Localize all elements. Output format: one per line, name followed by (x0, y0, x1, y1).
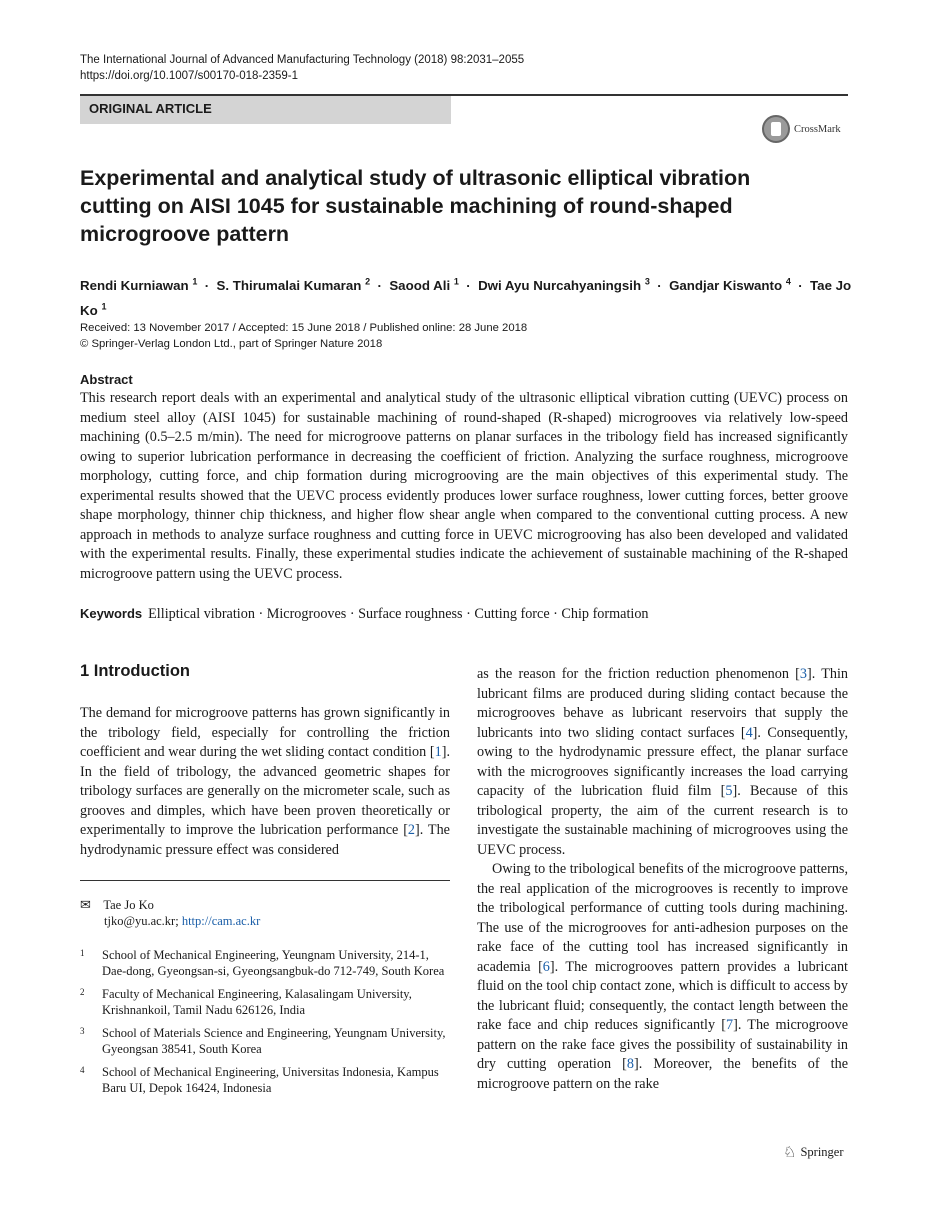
publisher-name: Springer (800, 1145, 844, 1159)
citation-link[interactable]: 1 (434, 744, 442, 760)
body-column-right (477, 665, 848, 1094)
corresponding-author: ✉ Tae Jo Ko tjko@yu.ac.kr; http://cam.ac.kr (80, 897, 261, 928)
author[interactable]: Saood Ali $^1$ (389, 277, 459, 294)
email-link[interactable]: tjko@yu.ac.kr (104, 914, 176, 928)
affiliation: 2 Faculty of Mechanical Engineering, Kalasalingam University, Krishnankoil, Tamil Nadu 626126, India (80, 987, 412, 1017)
affiliation: 3 School of Materials Science and Engineering, Yeungnam University, Gyeongsan 38541, South Korea (80, 1026, 446, 1056)
affiliation: 4 School of Mechanical Engineering, Universitas Indonesia, Kampus Baru UI, Depok 16424, Indonesia (80, 1065, 439, 1095)
author-list: Rendi Kurniawan $^1$ · S. Thirumalai Kumaran $^2$ · Saood Ali $^1$ · Dwi Ayu Nurcahyaningsih $^3$ · Gandjar Kiswanto $^4$ · Tae Jo Ko $^1$ (80, 277, 852, 318)
citation-link[interactable]: 8 (626, 1056, 634, 1072)
publisher-logo (783, 1143, 844, 1162)
paragraph: Owing to the tribological benefits of the microgroove patterns, the real application of the microgrooves is recently to improve the tribological performance of cutting tools during machining. The use of the microgrooves for anti-adhesion purposes on the rake face of the cutting tool has increased significantly in academia [6]. The microgrooves pattern provides a lubricant fluid on the tool chip contact zone, which is difficult to access by the lubricant fluid; consequently, the contact length between the rake face and chip reduces significantly [7]. The microgroove pattern on the rake face gives the possibility of sustainability in dry cutting operation [8]. Moreover, the benefits of the microgroove pattern on the rake (477, 861, 849, 1092)
citation-link[interactable]: 4 (745, 724, 753, 741)
article-type-badge: ORIGINAL ARTICLE (80, 96, 451, 124)
citation-link[interactable]: 7 (725, 1017, 734, 1033)
springer-horse-icon: ♘ (783, 1145, 797, 1161)
citation-link[interactable]: 2 (407, 822, 416, 838)
author[interactable]: Gandjar Kiswanto $^4$ (669, 277, 791, 294)
crossmark-icon (762, 115, 790, 143)
footnote-rule (80, 880, 450, 881)
section-heading-introduction: 1 Introduction (80, 662, 190, 680)
doi-link[interactable]: https://doi.org/10.1007/s00170-018-2359-1 (80, 70, 299, 82)
crossmark-label: CrossMark (794, 123, 841, 135)
paragraph: as the reason for the friction reduction phenomenon [3]. Thin lubricant films are produced during sliding contact because the microgrooves behave as lubricant reservoirs that supply the lubricants into two sliding contact surfaces [4]. Consequently, owing to the hydrodynamic pressure effect, the planar surface with the microgrooves significantly increases the load carrying capacity of the lubrication fluid film [5]. Because of this tribological property, the aim of the current research is to investigate the sustainable machining of microgrooves using the UEVC process. (477, 666, 848, 858)
affiliation: 1 School of Mechanical Engineering, Yeungnam University, 214-1, Dae-dong, Gyeongsan-si, Gyeongsangbuk-do 712-749, South Korea (80, 948, 445, 978)
envelope-icon: ✉ (80, 897, 91, 912)
abstract-heading: Abstract (80, 372, 133, 387)
citation-link[interactable]: 6 (542, 958, 550, 975)
website-link[interactable]: http://cam.ac.kr (181, 914, 261, 928)
paper-title: Experimental and analytical study of ultrasonic elliptical vibration cutting on AISI 1045 for sustainable machining of round-shaped microgroove pattern (80, 166, 751, 246)
author[interactable]: Tae Jo Ko $^1$ (80, 278, 852, 318)
citation-link[interactable]: 3 (799, 666, 807, 682)
publication-dates: Received: 13 November 2017 / Accepted: 15 June 2018 / Published online: 28 June 2018 (80, 322, 528, 334)
author[interactable]: Rendi Kurniawan $^1$ (80, 277, 198, 294)
abstract-text: This research report deals with an experimental and analytical study of the ultrasonic elliptical vibration cutting (UEVC) process on medium steel alloy (AISI 1045) for sustainable machining of round-shaped (R-shaped) microgrooves via relatively low-speed machining (0.5–2.5 m/min). The need for microgroove patterns on planar surfaces in the tribology field has increased significantly owing to superior lubrication performance in decreasing the coefficient of friction. Analyzing the surface roughness, microgroove morphology, cutting force, and chip formation during microgrooving are the main objectives of this experimental study. The experimental results showed that the UEVC process evidently produces lower surface roughness, lower cutting forces, better groove shape morphology, thinner chip thickness, and higher flow shear angle when compared to the conventional cutting process. A new approach in methods to analyze surface roughness and cutting force in UEVC microgrooving has also been developed and validated with the experimental results. Finally, these experimental studies indicate the achievement of sustainable machining of the R-shaped microgroove pattern using the UEVC process. (80, 390, 848, 582)
copyright-notice: © Springer-Verlag London Ltd., part of Springer Nature 2018 (80, 338, 383, 350)
keywords-label: Keywords (80, 606, 143, 621)
corresponding-name: Tae Jo Ko (103, 898, 154, 912)
crossmark-button[interactable] (762, 112, 852, 146)
author[interactable]: S. Thirumalai Kumaran $^2$ (216, 277, 371, 294)
citation-link[interactable]: 5 (725, 783, 733, 799)
paragraph: The demand for microgroove patterns has grown significantly in the tribology field, especially for controlling the friction coefficient and wear during the wet sliding contact condition [1]. In the field of tribology, the advanced geometric shapes for tribology surfaces are generally on the micrometer scale, such as grooves and dimples, which have been proven theoretically or experimentally to improve the lubrication performance [2]. The hydrodynamic pressure effect was considered (80, 705, 450, 858)
author[interactable]: Dwi Ayu Nurcahyaningsih $^3$ (478, 277, 650, 294)
keywords (80, 604, 848, 624)
journal-citation: The International Journal of Advanced Manufacturing Technology (2018) 98:2031–2055 (80, 54, 525, 66)
body-column-left (80, 704, 450, 860)
keywords-text: Elliptical vibration · Microgrooves · Surface roughness · Cutting force · Chip formation (148, 606, 649, 622)
